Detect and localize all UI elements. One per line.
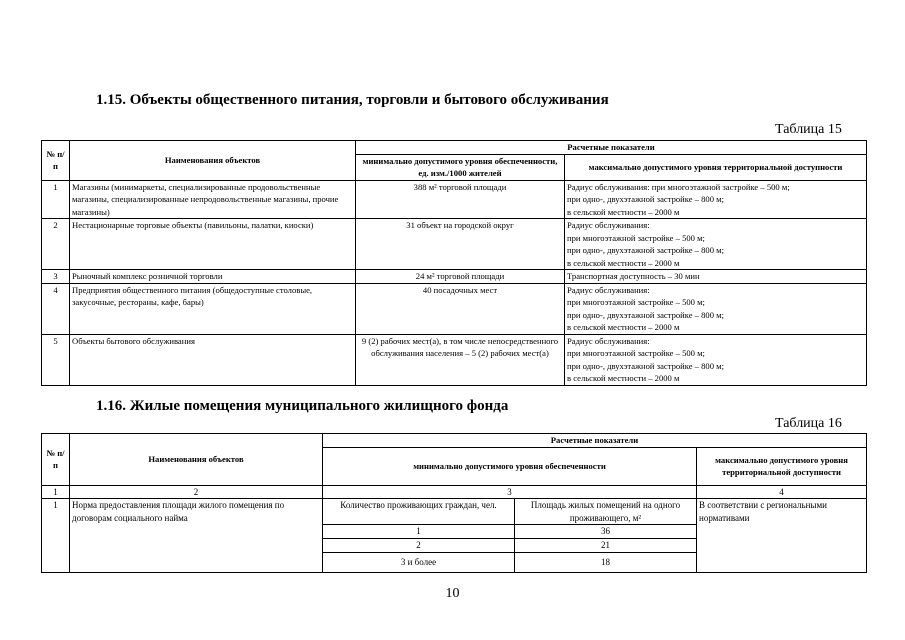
row-max-line: при многоэтажной застройке – 500 м;: [567, 297, 705, 307]
row-min: 9 (2) рабочих мест(а), в том числе непосредственного обслуживания населения – 5 (2) рабочих мест(а): [356, 334, 565, 385]
row-name: Рыночный комплекс розничной торговли: [70, 270, 356, 284]
table-row: [42, 334, 867, 385]
row-name: Объекты бытового обслуживания: [70, 334, 356, 385]
row-name: Предприятия общественного питания (общедоступные столовые, закусочные, рестораны, кафе, бары): [70, 283, 356, 334]
row-max-line: в сельской местности – 2000 м: [567, 257, 680, 268]
table-15-caption: Таблица 15: [775, 122, 842, 137]
row-max-line: Радиус обслуживания: при многоэтажной застройке – 500 м;: [567, 181, 790, 192]
value-count: 1: [323, 525, 515, 539]
col-number: 1: [42, 485, 70, 499]
row-num: 2: [42, 219, 70, 270]
t15-header-min: минимально допустимого уровня обеспеченности, ед. изм./1000 жителей: [356, 154, 565, 180]
sub-header-area: Площадь жилых помещений на одного проживающего, м²: [515, 499, 697, 525]
row-max-line: при одно-, двухэтажной застройке – 800 м;: [567, 309, 724, 320]
row-max: В соответствии с региональными нормативами: [697, 499, 867, 573]
table-15: [41, 140, 867, 386]
table-row: [42, 219, 867, 270]
row-max: [565, 283, 867, 334]
row-max-line: при одно-, двухэтажной застройке – 800 м;: [567, 194, 724, 204]
t15-header-group: Расчетные показатели: [356, 141, 867, 155]
row-min: 31 объект на городской округ: [356, 219, 565, 270]
sub-header-count: Количество проживающих граждан, чел.: [323, 499, 515, 525]
t15-header-num: № п/п: [42, 141, 70, 181]
table-row: [42, 270, 867, 284]
t16-header-max: максимально допустимого уровня территориальной доступности: [697, 447, 867, 485]
row-max-line: при одно-, двухэтажной застройке – 800 м;: [567, 360, 724, 371]
t16-header-name: Наименования объектов: [70, 434, 323, 486]
row-max-line: при многоэтажной застройке – 500 м;: [567, 348, 705, 358]
t16-header-min: минимально допустимого уровня обеспеченности: [323, 447, 697, 485]
row-max-line: Транспортная доступность – 30 мин: [567, 271, 700, 281]
page-number: 10: [445, 586, 460, 601]
value-area: 21: [515, 539, 697, 553]
col-number: 4: [697, 485, 867, 499]
row-max-line: Радиус обслуживания:: [567, 335, 650, 346]
value-count: 3 и более: [323, 553, 515, 573]
table-16: [41, 433, 867, 573]
row-max-line: при многоэтажной застройке – 500 м;: [567, 232, 705, 243]
row-num: 5: [42, 334, 70, 385]
col-number: 3: [323, 485, 697, 499]
row-name: Магазины (минимаркеты, специализированные продовольственные магазины, специализированные непродовольственные магазины, прочие магазины): [70, 180, 356, 219]
value-count: 2: [323, 539, 515, 553]
table-row: [42, 499, 867, 525]
row-min: 388 м² торговой площади: [356, 180, 565, 219]
row-min: 24 м² торговой площади: [356, 270, 565, 284]
row-max-line: при одно-, двухэтажной застройке – 800 м;: [567, 245, 724, 255]
table-row: [42, 283, 867, 334]
value-area: 18: [515, 553, 697, 573]
row-num: 4: [42, 283, 70, 334]
value-area: 36: [515, 525, 697, 539]
table-row: [42, 180, 867, 219]
row-min: 40 посадочных мест: [356, 283, 565, 334]
row-max-line: в сельской местности – 2000 м: [567, 206, 680, 217]
section-15-heading: 1.15. Объекты общественного питания, торговли и бытового обслуживания: [96, 92, 609, 108]
row-max: [565, 334, 867, 385]
row-max: [565, 180, 867, 219]
col-number: 2: [70, 485, 323, 499]
row-num: 1: [42, 180, 70, 219]
section-16-heading: 1.16. Жилые помещения муниципального жилищного фонда: [96, 398, 509, 414]
row-max-line: Радиус обслуживания:: [567, 284, 650, 295]
t15-header-name: Наименования объектов: [70, 141, 356, 181]
row-name: Норма предоставления площади жилого помещения по договорам социального найма: [70, 499, 323, 573]
t16-header-group: Расчетные показатели: [323, 434, 867, 448]
row-num: 3: [42, 270, 70, 284]
row-max-line: в сельской местности – 2000 м: [567, 322, 680, 332]
row-max: [565, 219, 867, 270]
row-num: 1: [42, 499, 70, 573]
table-16-caption: Таблица 16: [775, 416, 842, 431]
t15-header-max: максимально допустимого уровня территориальной доступности: [565, 154, 867, 180]
row-max-line: в сельской местности – 2000 м: [567, 373, 680, 383]
row-name: Нестационарные торговые объекты (павильоны, палатки, киоски): [70, 219, 356, 270]
t16-header-num: № п/п: [42, 434, 70, 486]
row-max: [565, 270, 867, 284]
row-max-line: Радиус обслуживания:: [567, 220, 650, 230]
